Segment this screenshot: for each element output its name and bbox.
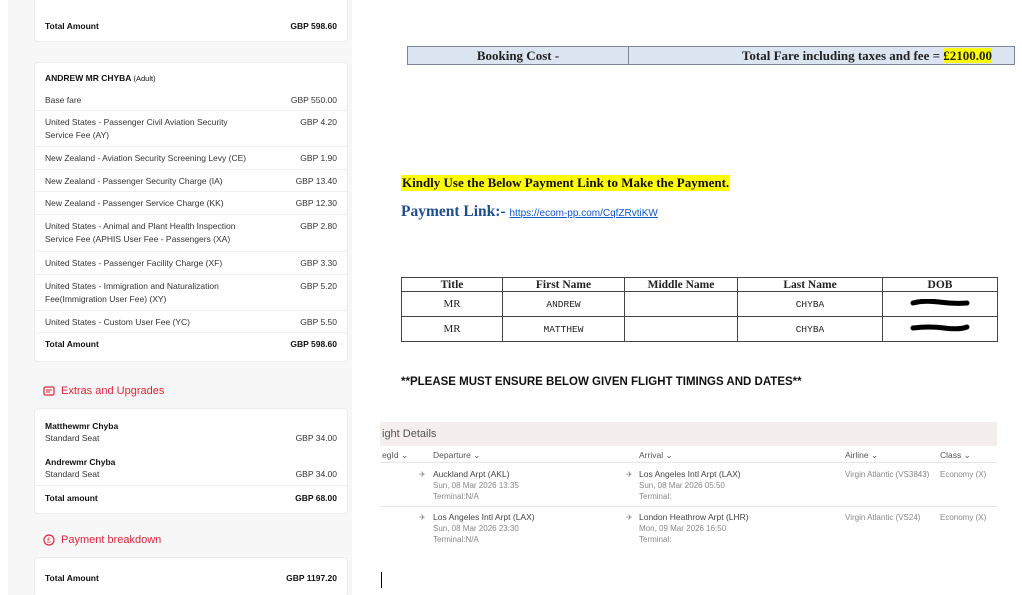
passenger-table [401,277,998,342]
total-row: Total Amount GBP 598.60 [45,21,337,31]
extras-total-row: Total amount GBP 68.00 [45,493,337,503]
extras-passenger-name: Andrewmr Chyba [45,457,116,467]
fare-line-item: United States - Passenger Facility Charge (XF) GBP 3.30 [45,258,337,268]
airline-cell: Virgin Atlantic (VS24) [845,513,921,522]
chevron-down-icon: ⌄ [963,450,971,460]
previous-passenger-card [34,0,348,42]
plane-icon: ✈ [626,470,633,479]
booking-cost-label: Booking Cost - [408,47,629,64]
extras-heading: Extras and Upgrades [43,385,164,397]
arrival-cell: Los Angeles Intl Arpt (LAX) Sun, 08 Mar 2026 05:50 Terminal: [639,469,741,501]
flight-timing-notice: **PLEASE MUST ENSURE BELOW GIVEN FLIGHT TIMINGS AND DATES** [401,376,802,388]
gift-card-icon [43,385,55,397]
fare-line-item: New Zealand - Passenger Service Charge (KK) GBP 12.30 [45,198,337,208]
col-last-name: Last Name [738,278,883,292]
redaction-mark [909,299,971,307]
svg-text:£: £ [47,537,51,545]
redaction-mark [909,324,971,332]
col-first-name: First Name [503,278,625,292]
col-middle-name: Middle Name [625,278,738,292]
extras-card [34,408,348,514]
fare-line-item: United States - Custom User Fee (YC) GBP 5.50 [45,317,337,327]
payment-link[interactable]: https://ecom-pp.com/CqfZRvtiKW [509,208,658,219]
plane-icon: ✈ [419,513,426,522]
class-cell: Economy (X) [940,513,987,522]
payment-instruction: Kindly Use the Below Payment Link to Make the Payment. [402,175,730,190]
fare-line-item: Base fare GBP 550.00 [45,95,337,105]
payment-total-row: Total Amount GBP 1197.20 [45,573,337,583]
currency-icon [43,534,55,546]
total-fare-value: £2100.00 [943,48,992,63]
col-airline[interactable]: Airline ⌄ [845,450,879,460]
payment-heading: £ Payment breakdown [43,534,161,546]
dob-redacted [883,317,998,342]
chevron-down-icon: ⌄ [871,450,879,460]
price-breakdown-panel [8,0,352,595]
departure-cell: Los Angeles Intl Arpt (LAX) Sun, 08 Mar 2026 23:30 Terminal:N/A [433,512,535,544]
passenger-name: ANDREW MR CHYBA (Adult) [45,73,156,83]
airline-cell: Virgin Atlantic (VS3843) [845,470,930,479]
chevron-down-icon: ⌄ [665,450,673,460]
extras-line-item: Standard Seat GBP 34.00 [45,433,337,443]
plane-icon: ✈ [419,470,426,479]
fare-line-item: New Zealand - Aviation Security Screening Levy (CE) GBP 1.90 [45,153,337,163]
col-title: Title [402,278,503,292]
col-arrival[interactable]: Arrival ⌄ [639,450,673,460]
arrival-cell: London Heathrow Arpt (LHR) Mon, 09 Mar 2026 16:50 Terminal: [639,512,749,544]
fare-line-item: New Zealand - Passenger Security Charge (IA) GBP 13.40 [45,176,337,186]
fare-line-item: United States - Passenger Civil Aviation Security Service Fee (AY) GBP 4.20 [45,117,337,140]
plane-icon: ✈ [626,513,633,522]
fare-line-item: United States - Immigration and Naturalization Fee(Immigration User Fee) (XY) GBP 5.20 [45,281,337,304]
payment-card [34,557,348,595]
payment-link-line: Payment Link:- https://ecom-pp.com/CqfZRvtiKW [401,203,658,220]
dob-redacted [883,292,998,317]
extras-line-item: Standard Seat GBP 34.00 [45,469,337,479]
col-class[interactable]: Class ⌄ [940,450,971,460]
table-row: MR MATTHEW CHYBA [402,317,998,342]
departure-cell: Auckland Arpt (AKL) Sun, 08 Mar 2026 13:35 Terminal:N/A [433,469,519,501]
total-row: Total Amount GBP 598.60 [45,339,337,349]
booking-cost-table [407,46,1015,65]
text-cursor [381,572,382,588]
col-dob: DOB [883,278,998,292]
flight-details-header: ight Details [380,422,997,446]
fare-line-item: United States - Animal and Plant Health Inspection Service Fee (APHIS User Fee - Passengers (XA) GBP 2.80 [45,221,337,244]
passenger-fare-card [34,62,348,362]
total-fare-cell: Total Fare including taxes and fee = £2100.00 [741,48,992,63]
chevron-down-icon: ⌄ [473,450,481,460]
extras-passenger-name: Matthewmr Chyba [45,421,119,431]
chevron-down-icon: ⌄ [400,450,409,460]
col-departure[interactable]: Departure ⌄ [433,450,481,460]
class-cell: Economy (X) [940,470,987,479]
table-row: MR ANDREW CHYBA [402,292,998,317]
col-legid[interactable]: egId ⌄ [382,450,409,460]
passenger-table-header [402,278,998,292]
